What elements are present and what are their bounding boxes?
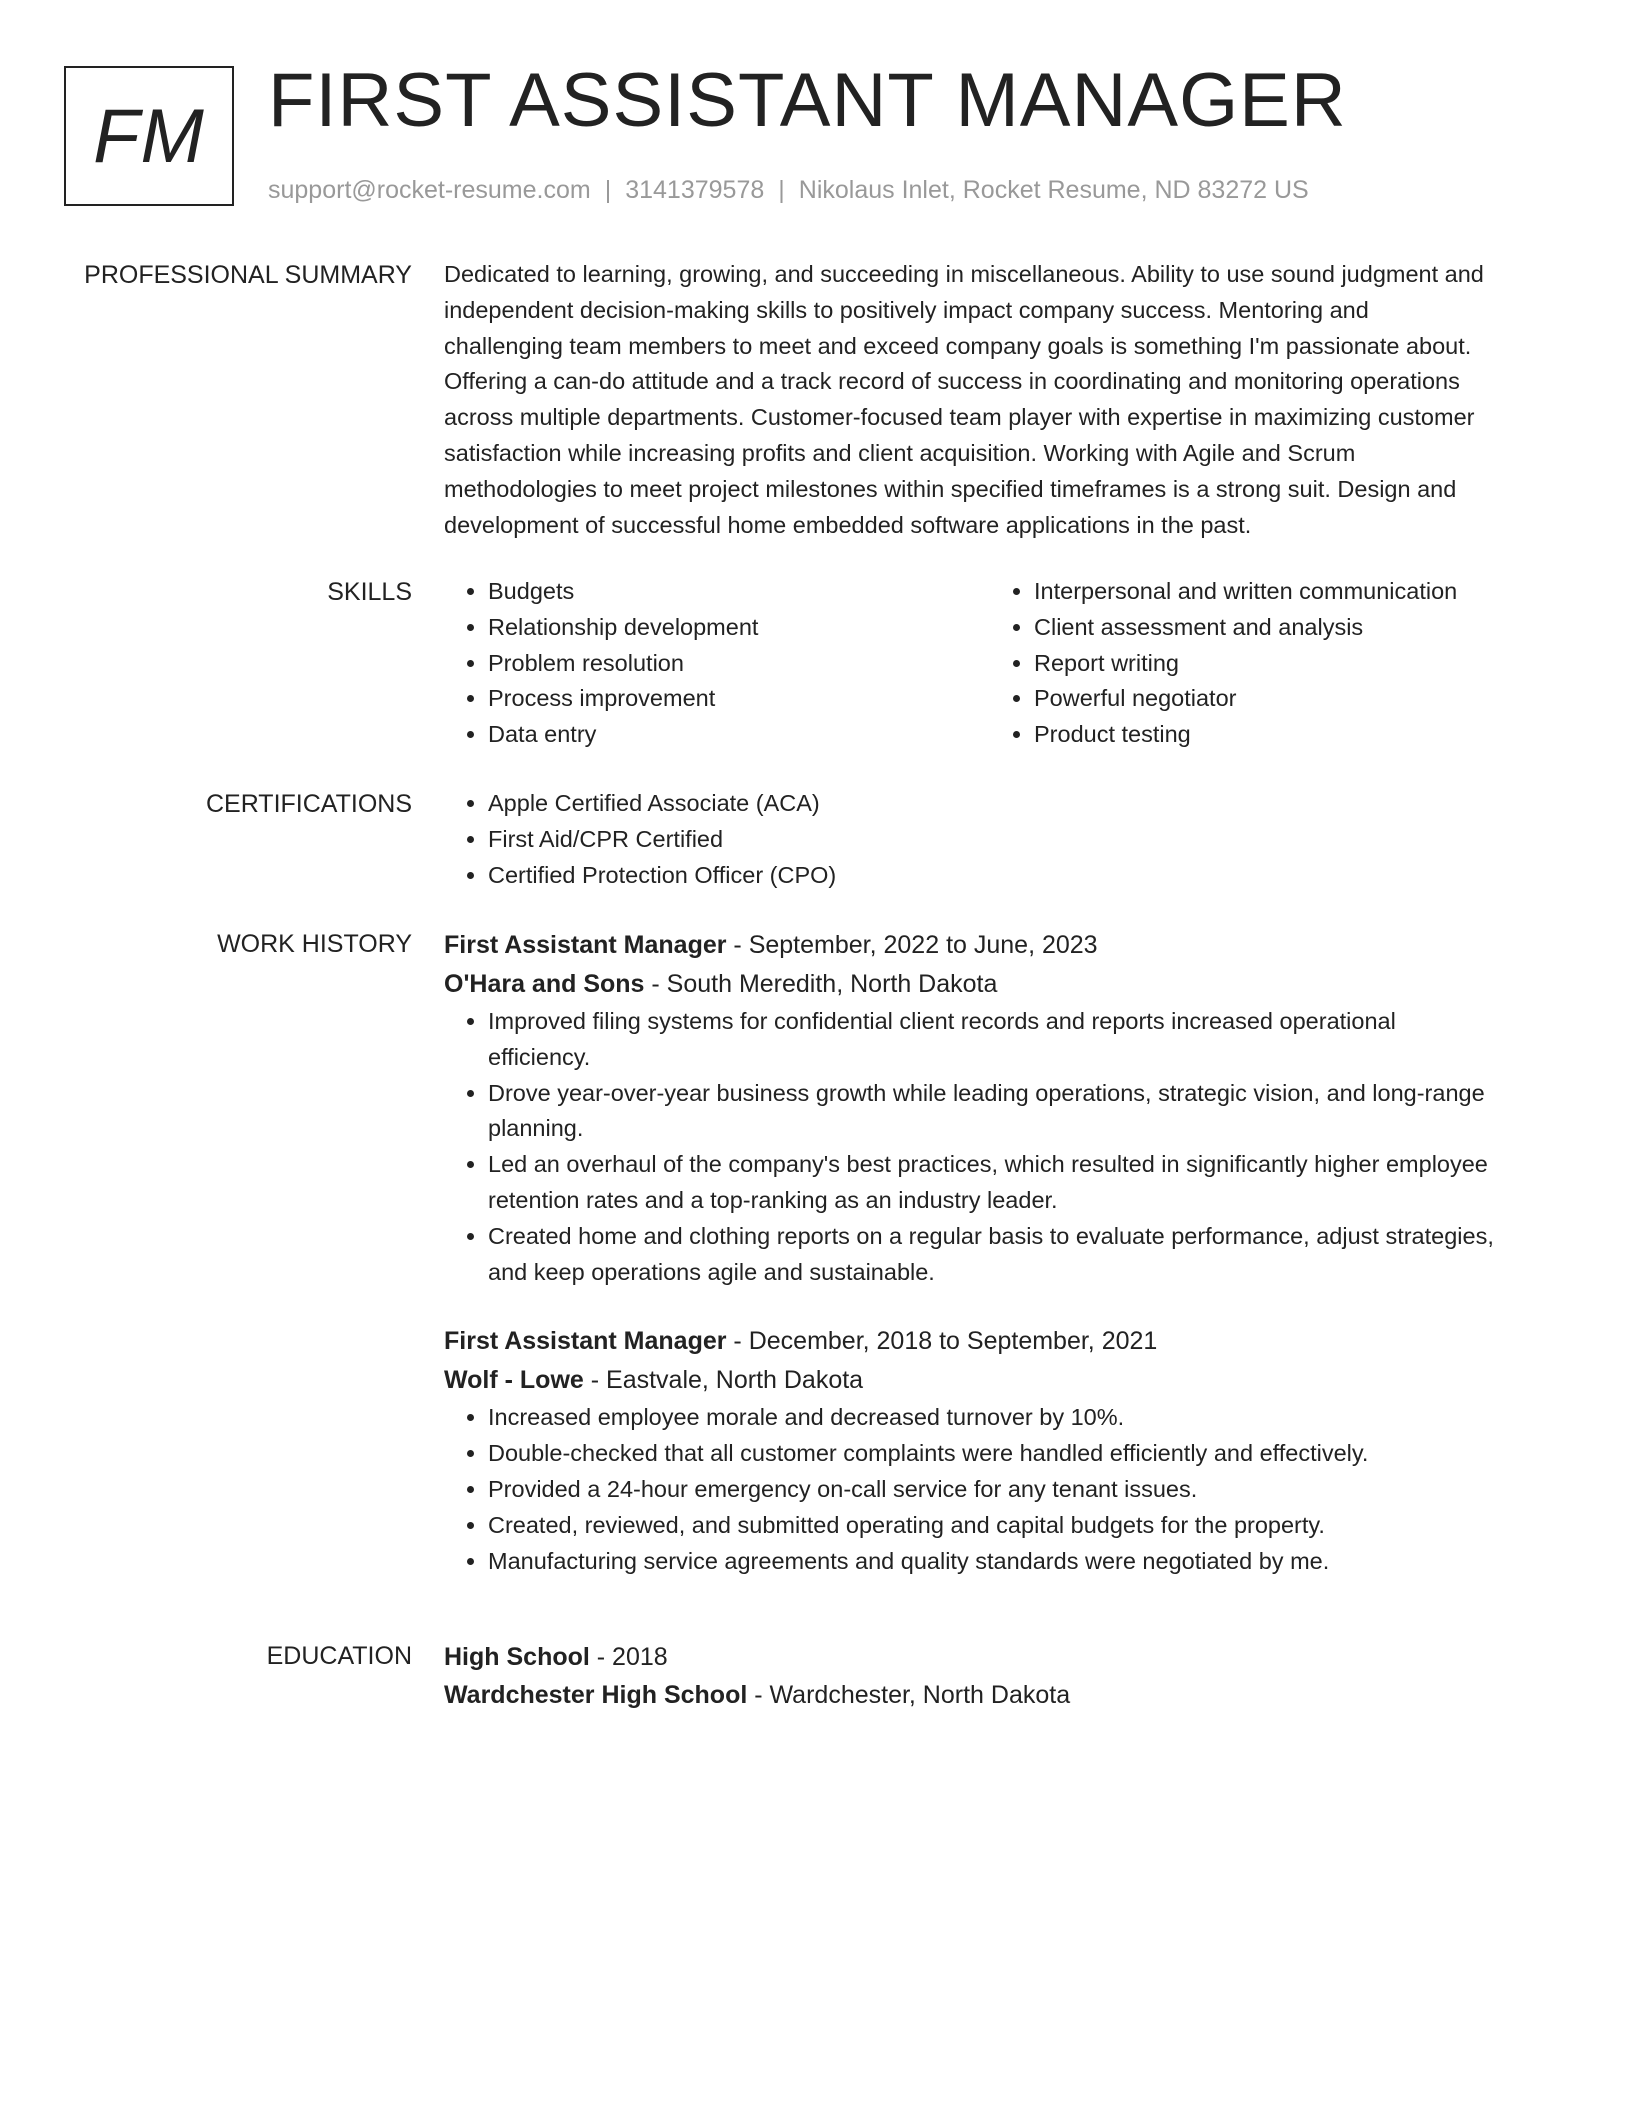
- job-bullet-line: and keep operations agile and sustainable.: [488, 1258, 935, 1285]
- job-bullet-line: efficiency.: [488, 1043, 591, 1070]
- section-label-work-history: WORK HISTORY: [217, 930, 412, 958]
- job-bullet: • Manufacturing service agreements and quality standards were negotiated by me.: [488, 1544, 1544, 1580]
- job-bullet-line: retention rates and a top-ranking as an industry leader.: [488, 1186, 1058, 1213]
- job-bullet-line: Led an overhaul of the company's best practices, which resulted in significantly higher employee: [488, 1151, 1488, 1178]
- skill-item: • Report writing: [1034, 646, 1550, 682]
- skill-item: • Client assessment and analysis: [1034, 610, 1550, 646]
- job-location: - Eastvale, North Dakota: [583, 1366, 864, 1395]
- job-entry: [444, 1322, 1544, 1579]
- certification-item: • Apple Certified Associate (ACA): [488, 786, 1544, 822]
- job-company-line: [444, 1360, 1544, 1400]
- certification-item: • First Aid/CPR Certified: [488, 822, 1544, 858]
- education-location: - Wardchester, North Dakota: [747, 1681, 1071, 1709]
- job-bullet: [488, 1147, 1544, 1219]
- education-school-line: [444, 1676, 1544, 1714]
- section-label-certifications: CERTIFICATIONS: [205, 790, 412, 818]
- contact-address: Nikolaus Inlet, Rocket Resume, ND 83272 US: [798, 176, 1309, 204]
- skill-item: • Process improvement: [488, 681, 984, 717]
- education-year: - 2018: [589, 1643, 668, 1671]
- contact-phone: 3141379578: [625, 176, 765, 204]
- education-degree-line: [444, 1638, 1544, 1676]
- section-label-education: EDUCATION: [266, 1642, 412, 1670]
- skill-item: • Product testing: [1034, 717, 1550, 753]
- job-bullet: [488, 1004, 1544, 1076]
- job-bullets: [444, 1400, 1544, 1579]
- job-bullet-line: Improved filing systems for confidential client records and reports increased operational: [488, 1008, 1396, 1034]
- job-bullet: • Double-checked that all customer complaints were handled efficiently and effectively.: [488, 1436, 1544, 1472]
- job-bullet-line: Drove year-over-year business growth while leading operations, strategic vision, and long-range: [488, 1079, 1485, 1106]
- job-company: O'Hara and Sons: [444, 970, 645, 998]
- job-dates: - December, 2018 to September, 2021: [726, 1327, 1158, 1356]
- job-bullet-line: planning.: [488, 1115, 584, 1142]
- summary-line: Dedicated to learning, growing, and succeeding in miscellaneous. Ability to use sound judgment and: [444, 261, 1484, 287]
- summary-line: independent decision-making skills to positively impact company success. Mentoring and: [444, 296, 1369, 323]
- job-bullet: • Provided a 24-hour emergency on-call service for any tenant issues.: [488, 1472, 1544, 1508]
- summary-line: Offering a can-do attitude and a track record of success in coordinating and monitoring operations: [444, 368, 1460, 395]
- page-title: FIRST ASSISTANT MANAGER: [268, 58, 1347, 143]
- job-title-line: [444, 1322, 1544, 1360]
- summary-text: [444, 257, 1544, 543]
- certification-item: • Certified Protection Officer (CPO): [488, 858, 1544, 894]
- certifications-list: [444, 786, 1544, 893]
- skill-item: • Budgets: [488, 574, 984, 610]
- job-entry: [444, 926, 1544, 1290]
- work-history-list: [444, 926, 1544, 1579]
- job-bullet-line: Created home and clothing reports on a regular basis to evaluate performance, adjust strategies,: [488, 1222, 1494, 1249]
- summary-line: satisfaction while increasing profits and client acquisition. Working with Agile and Scrum: [444, 439, 1356, 466]
- skills-column-right: [990, 574, 1550, 753]
- job-location: - South Meredith, North Dakota: [644, 970, 998, 998]
- education-entry: [444, 1638, 1544, 1714]
- contact-separator: |: [604, 176, 612, 204]
- contact-separator: |: [778, 176, 785, 204]
- summary-line: methodologies to meet project milestones within specified timeframes is a strong suit. Design and: [444, 475, 1457, 502]
- skill-item: • Powerful negotiator: [1034, 681, 1550, 717]
- skill-item: • Interpersonal and written communication: [1034, 574, 1550, 610]
- skill-item: • Problem resolution: [488, 646, 984, 682]
- job-company: Wolf - Lowe: [444, 1366, 584, 1395]
- job-title: First Assistant Manager: [444, 931, 727, 959]
- education-school: Wardchester High School: [444, 1681, 748, 1709]
- job-bullet: [488, 1219, 1544, 1291]
- section-label-summary: PROFESSIONAL SUMMARY: [84, 261, 412, 289]
- skill-item: • Data entry: [488, 717, 984, 753]
- job-bullet: • Increased employee morale and decreased turnover by 10%.: [488, 1400, 1544, 1436]
- job-title: First Assistant Manager: [444, 1327, 727, 1356]
- monogram-box: FM: [64, 66, 234, 206]
- contact-line: [268, 174, 1309, 206]
- skills-column-left: [444, 574, 984, 753]
- summary-line: across multiple departments. Customer-focused team player with expertise in maximizing customer: [444, 404, 1475, 431]
- job-bullets: [444, 1004, 1544, 1290]
- skill-item: • Relationship development: [488, 610, 984, 646]
- job-bullet: [488, 1076, 1544, 1148]
- job-bullet: • Created, reviewed, and submitted operating and capital budgets for the property.: [488, 1508, 1544, 1544]
- section-label-skills: SKILLS: [327, 578, 412, 606]
- contact-email: support@rocket-resume.com: [268, 176, 591, 204]
- job-dates: - September, 2022 to June, 2023: [726, 931, 1098, 959]
- education-degree: High School: [444, 1643, 590, 1671]
- job-title-line: [444, 926, 1544, 964]
- summary-line: challenging team members to meet and exceed company goals is something I'm passionate about.: [444, 332, 1472, 359]
- summary-line: development of successful home embedded software applications in the past.: [444, 511, 1252, 538]
- job-company-line: [444, 964, 1544, 1004]
